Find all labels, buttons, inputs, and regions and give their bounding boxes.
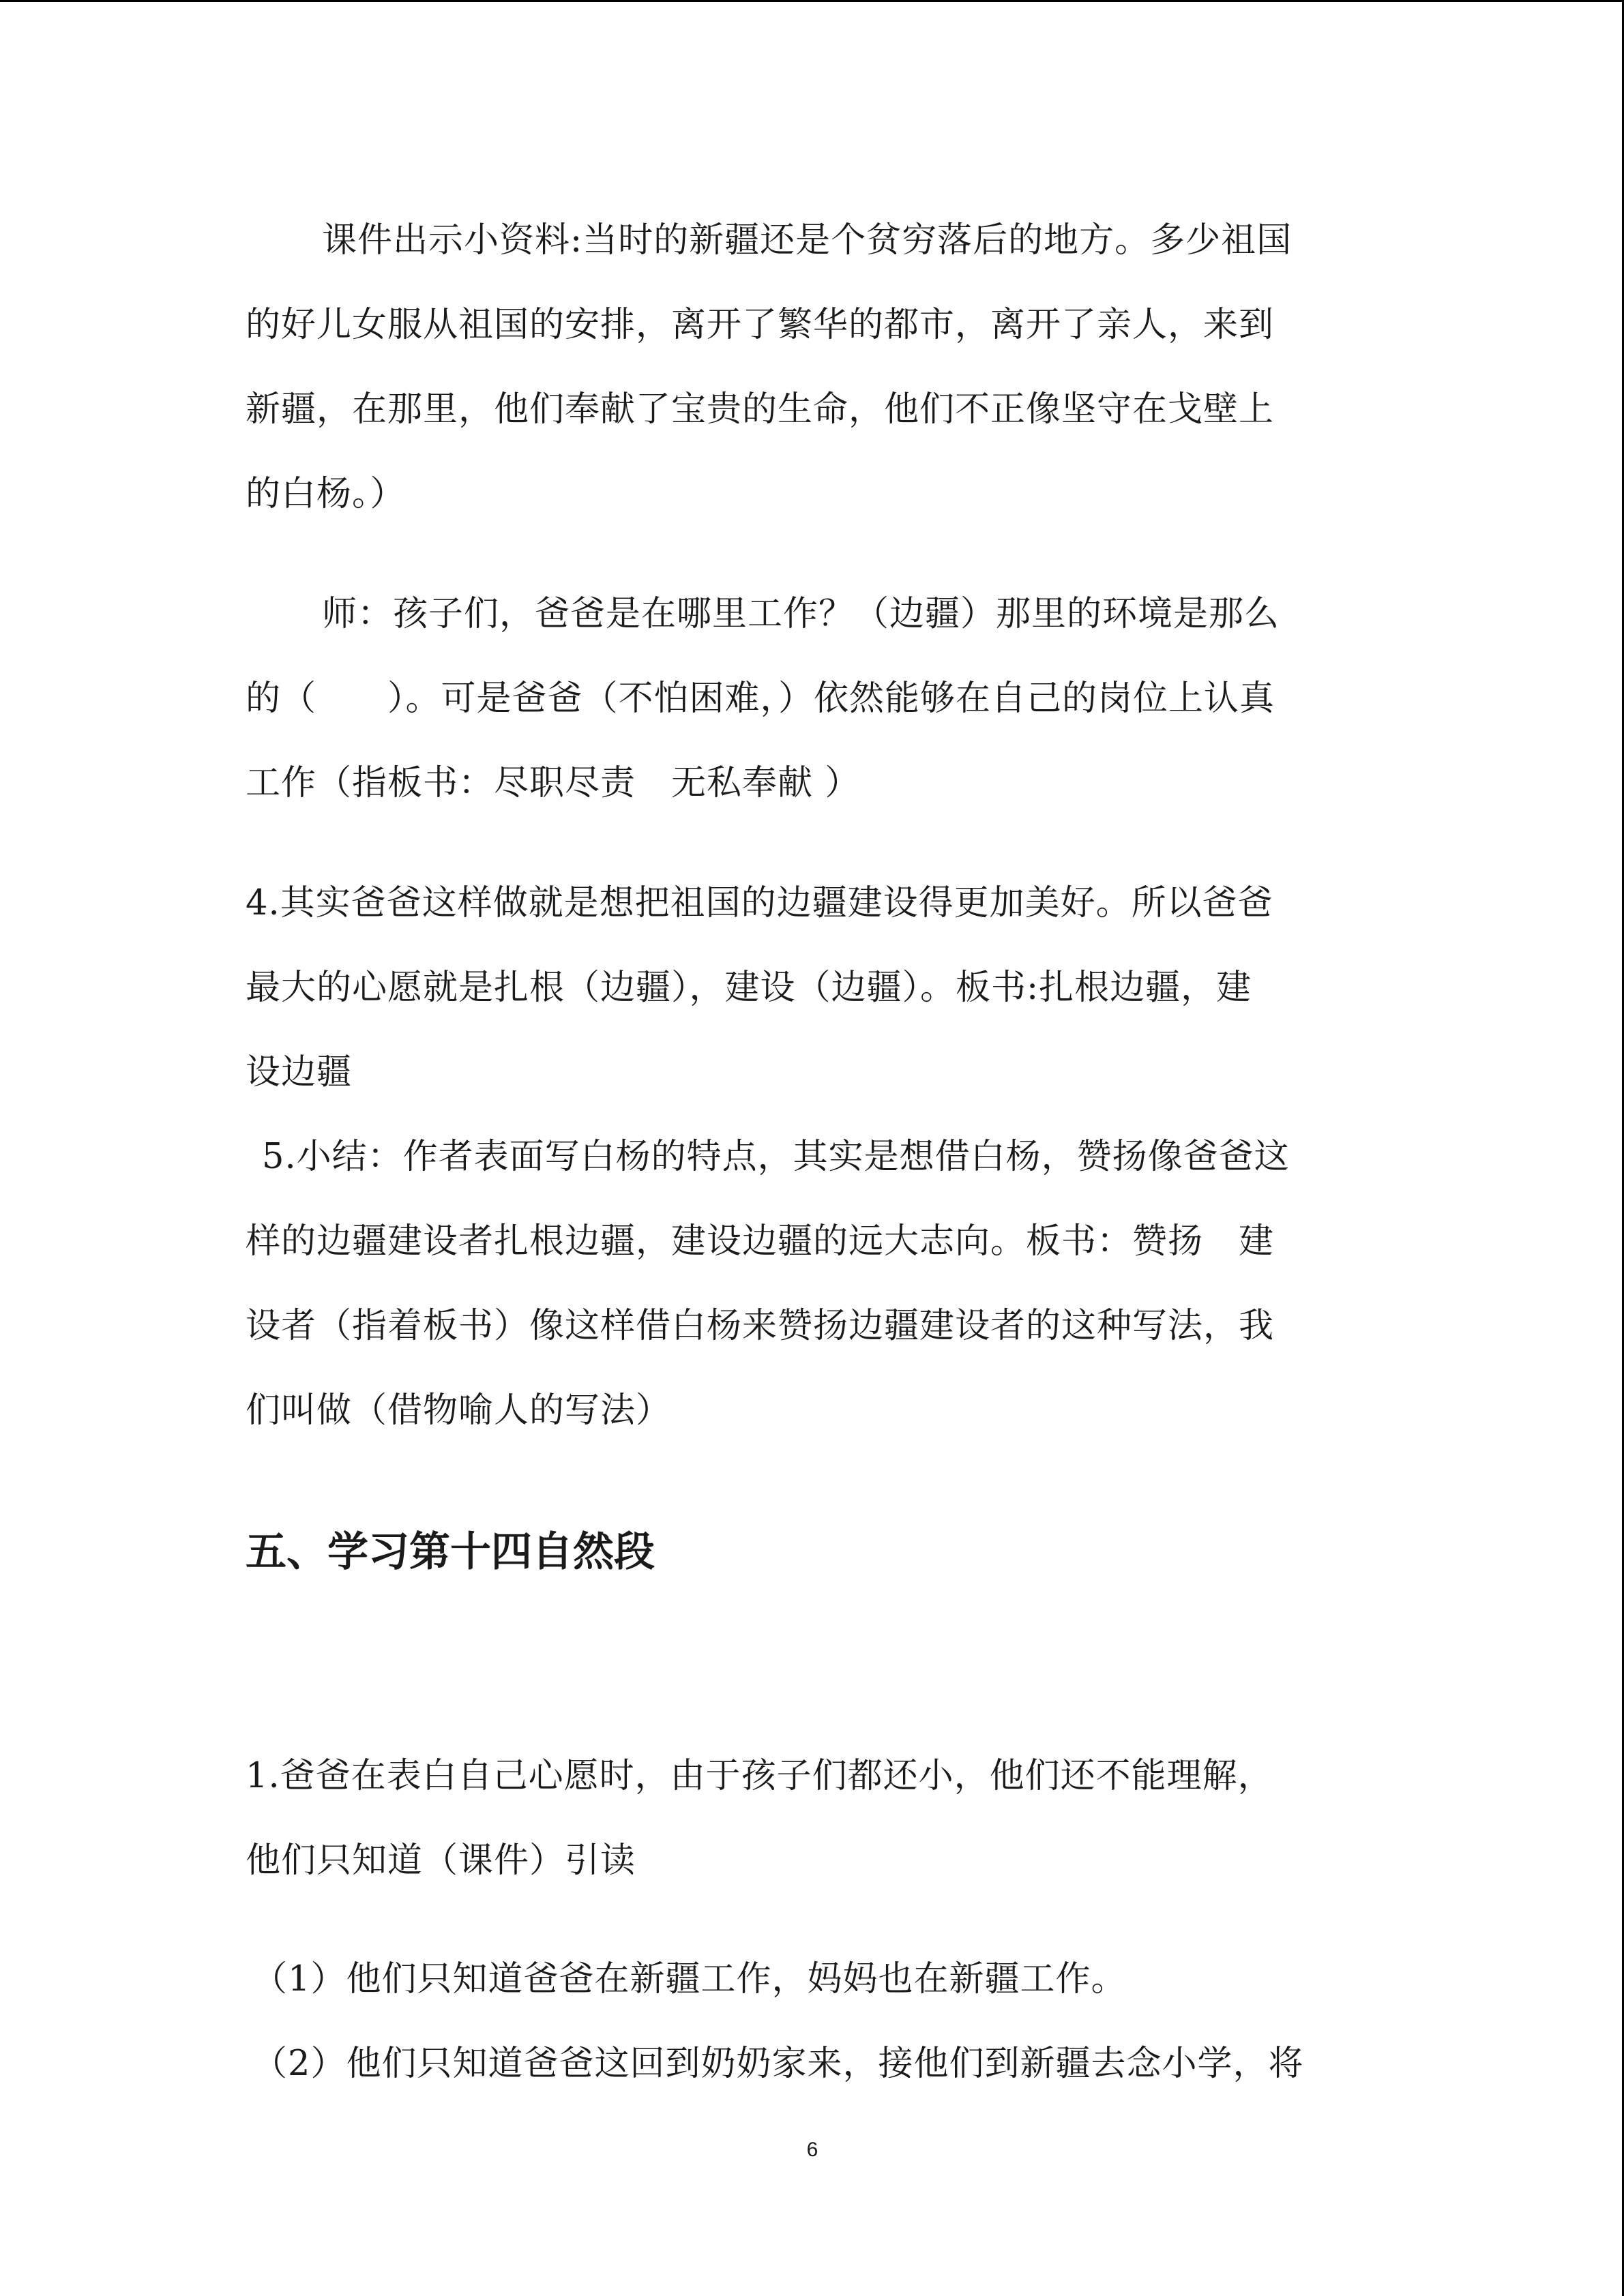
paragraph-4-line-2: 样的边疆建设者扎根边疆，建设边疆的远大志向。板书：赞扬 建 bbox=[246, 1221, 1275, 1262]
paragraph-3-line-3: 设边疆 bbox=[246, 1052, 353, 1092]
paragraph-2-line-2: 的（ ）。可是爸爸（不怕困难，）依然能够在自己的岗位上认真 bbox=[246, 679, 1275, 719]
paragraph-1-line-4: 的白杨。） bbox=[246, 474, 406, 514]
paragraph-1-line-2: 的好儿女服从祖国的安排，离开了繁华的都市，离开了亲人，来到 bbox=[246, 305, 1275, 345]
paragraph-1-line-3: 新疆，在那里，他们奉献了宝贵的生命，他们不正像坚守在戈壁上 bbox=[246, 389, 1275, 430]
paragraph-4-line-3: 设者（指着板书）像这样借白杨来赞扬边疆建设者的这种写法，我 bbox=[246, 1306, 1275, 1346]
section-paragraph-1-line-2: 他们只知道（课件）引读 bbox=[246, 1840, 636, 1881]
section-paragraph-3-line-1: （2）他们只知道爸爸这回到奶奶家来，接他们到新疆去念小学，将 bbox=[252, 2044, 1304, 2084]
section-paragraph-1-line-1: 1.爸爸在表白自己心愿时，由于孩子们都还小，他们还不能理解， bbox=[246, 1756, 1273, 1796]
paragraph-3-line-1: 4.其实爸爸这样做就是想把祖国的边疆建设得更加美好。所以爸爸 bbox=[246, 883, 1273, 923]
paragraph-1-line-1: 课件出示小资料:当时的新疆还是个贫穷落后的地方。多少祖国 bbox=[322, 220, 1293, 260]
paragraph-4-line-1: 5.小结：作者表面写白杨的特点，其实是想借白杨，赞扬像爸爸这 bbox=[262, 1137, 1290, 1177]
paragraph-4-line-4: 们叫做（借物喻人的写法） bbox=[246, 1390, 672, 1431]
paragraph-2-line-3: 工作（指板书：尽职尽责 无私奉献 ） bbox=[246, 763, 861, 803]
section-paragraph-2-line-1: （1）他们只知道爸爸在新疆工作，妈妈也在新疆工作。 bbox=[252, 1959, 1127, 1999]
paragraph-3-line-2: 最大的心愿就是扎根（边疆），建设（边疆）。板书:扎根边疆，建 bbox=[246, 968, 1252, 1008]
paragraph-2-line-1: 师：孩子们，爸爸是在哪里工作？（边疆）那里的环境是那么 bbox=[322, 594, 1280, 634]
section-heading: 五、学习第十四自然段 bbox=[246, 1528, 655, 1576]
page-number: 6 bbox=[806, 2138, 818, 2161]
